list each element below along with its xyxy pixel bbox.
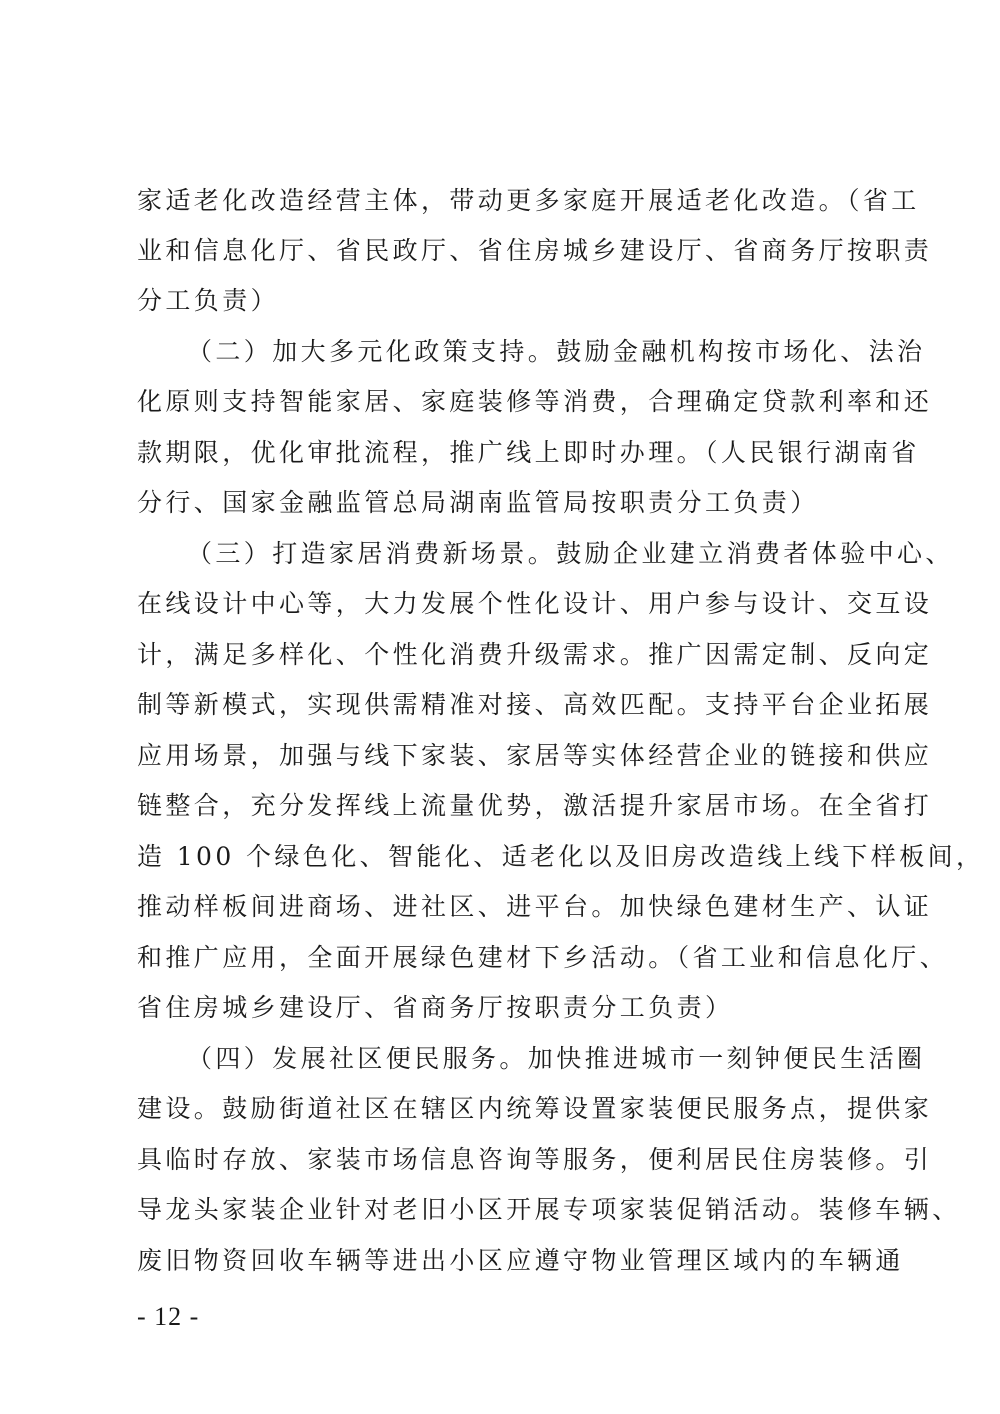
text-line: 计，满足多样化、个性化消费升级需求。推广因需定制、反向定 — [137, 640, 933, 669]
text-line: 省住房城乡建设厅、省商务厅按职责分工负责） — [137, 993, 734, 1022]
text-line: 家适老化改造经营主体，带动更多家庭开展适老化改造。（省工 — [137, 186, 920, 215]
text-line: 分工负责） — [137, 286, 280, 315]
section-heading-3: （三）打造家居消费新场景。鼓励企业建立消费者体验中心、 — [187, 539, 954, 568]
text-line: 废旧物资回收车辆等进出小区应遵守物业管理区域内的车辆通 — [137, 1246, 904, 1275]
section-heading-4: （四）发展社区便民服务。加快推进城市一刻钟便民生活圈 — [187, 1044, 926, 1073]
text-line: 分行、国家金融监管总局湖南监管局按职责分工负责） — [137, 488, 819, 517]
text-line: 款期限，优化审批流程，推广线上即时办理。（人民银行湖南省 — [137, 438, 920, 467]
text-line: 化原则支持智能家居、家庭装修等消费，合理确定贷款利率和还 — [137, 387, 933, 416]
text-line: 应用场景，加强与线下家装、家居等实体经营企业的链接和供应 — [137, 741, 933, 770]
text-line: 具临时存放、家装市场信息咨询等服务，便利居民住房装修。引 — [137, 1145, 933, 1174]
text-line: 造 100 个绿色化、智能化、适老化以及旧房改造线上线下样板间， — [137, 842, 985, 871]
text-line: 导龙头家装企业针对老旧小区开展专项家装促销活动。装修车辆、 — [137, 1195, 961, 1224]
section-heading-2: （二）加大多元化政策支持。鼓励金融机构按市场化、法治 — [187, 337, 926, 366]
text-line: 和推广应用，全面开展绿色建材下乡活动。（省工业和信息化厅、 — [137, 943, 949, 972]
text-line: 在线设计中心等，大力发展个性化设计、用户参与设计、交互设 — [137, 589, 933, 618]
text-line: 制等新模式，实现供需精准对接、高效匹配。支持平台企业拓展 — [137, 690, 933, 719]
text-line: 业和信息化厅、省民政厅、省住房城乡建设厅、省商务厅按职责 — [137, 236, 933, 265]
page-number: - 12 - — [137, 1302, 200, 1331]
text-line: 链整合，充分发挥线上流量优势，激活提升家居市场。在全省打 — [137, 791, 933, 820]
text-line: 建设。鼓励街道社区在辖区内统筹设置家装便民服务点，提供家 — [137, 1094, 933, 1123]
text-line: 推动样板间进商场、进社区、进平台。加快绿色建材生产、认证 — [137, 892, 933, 921]
